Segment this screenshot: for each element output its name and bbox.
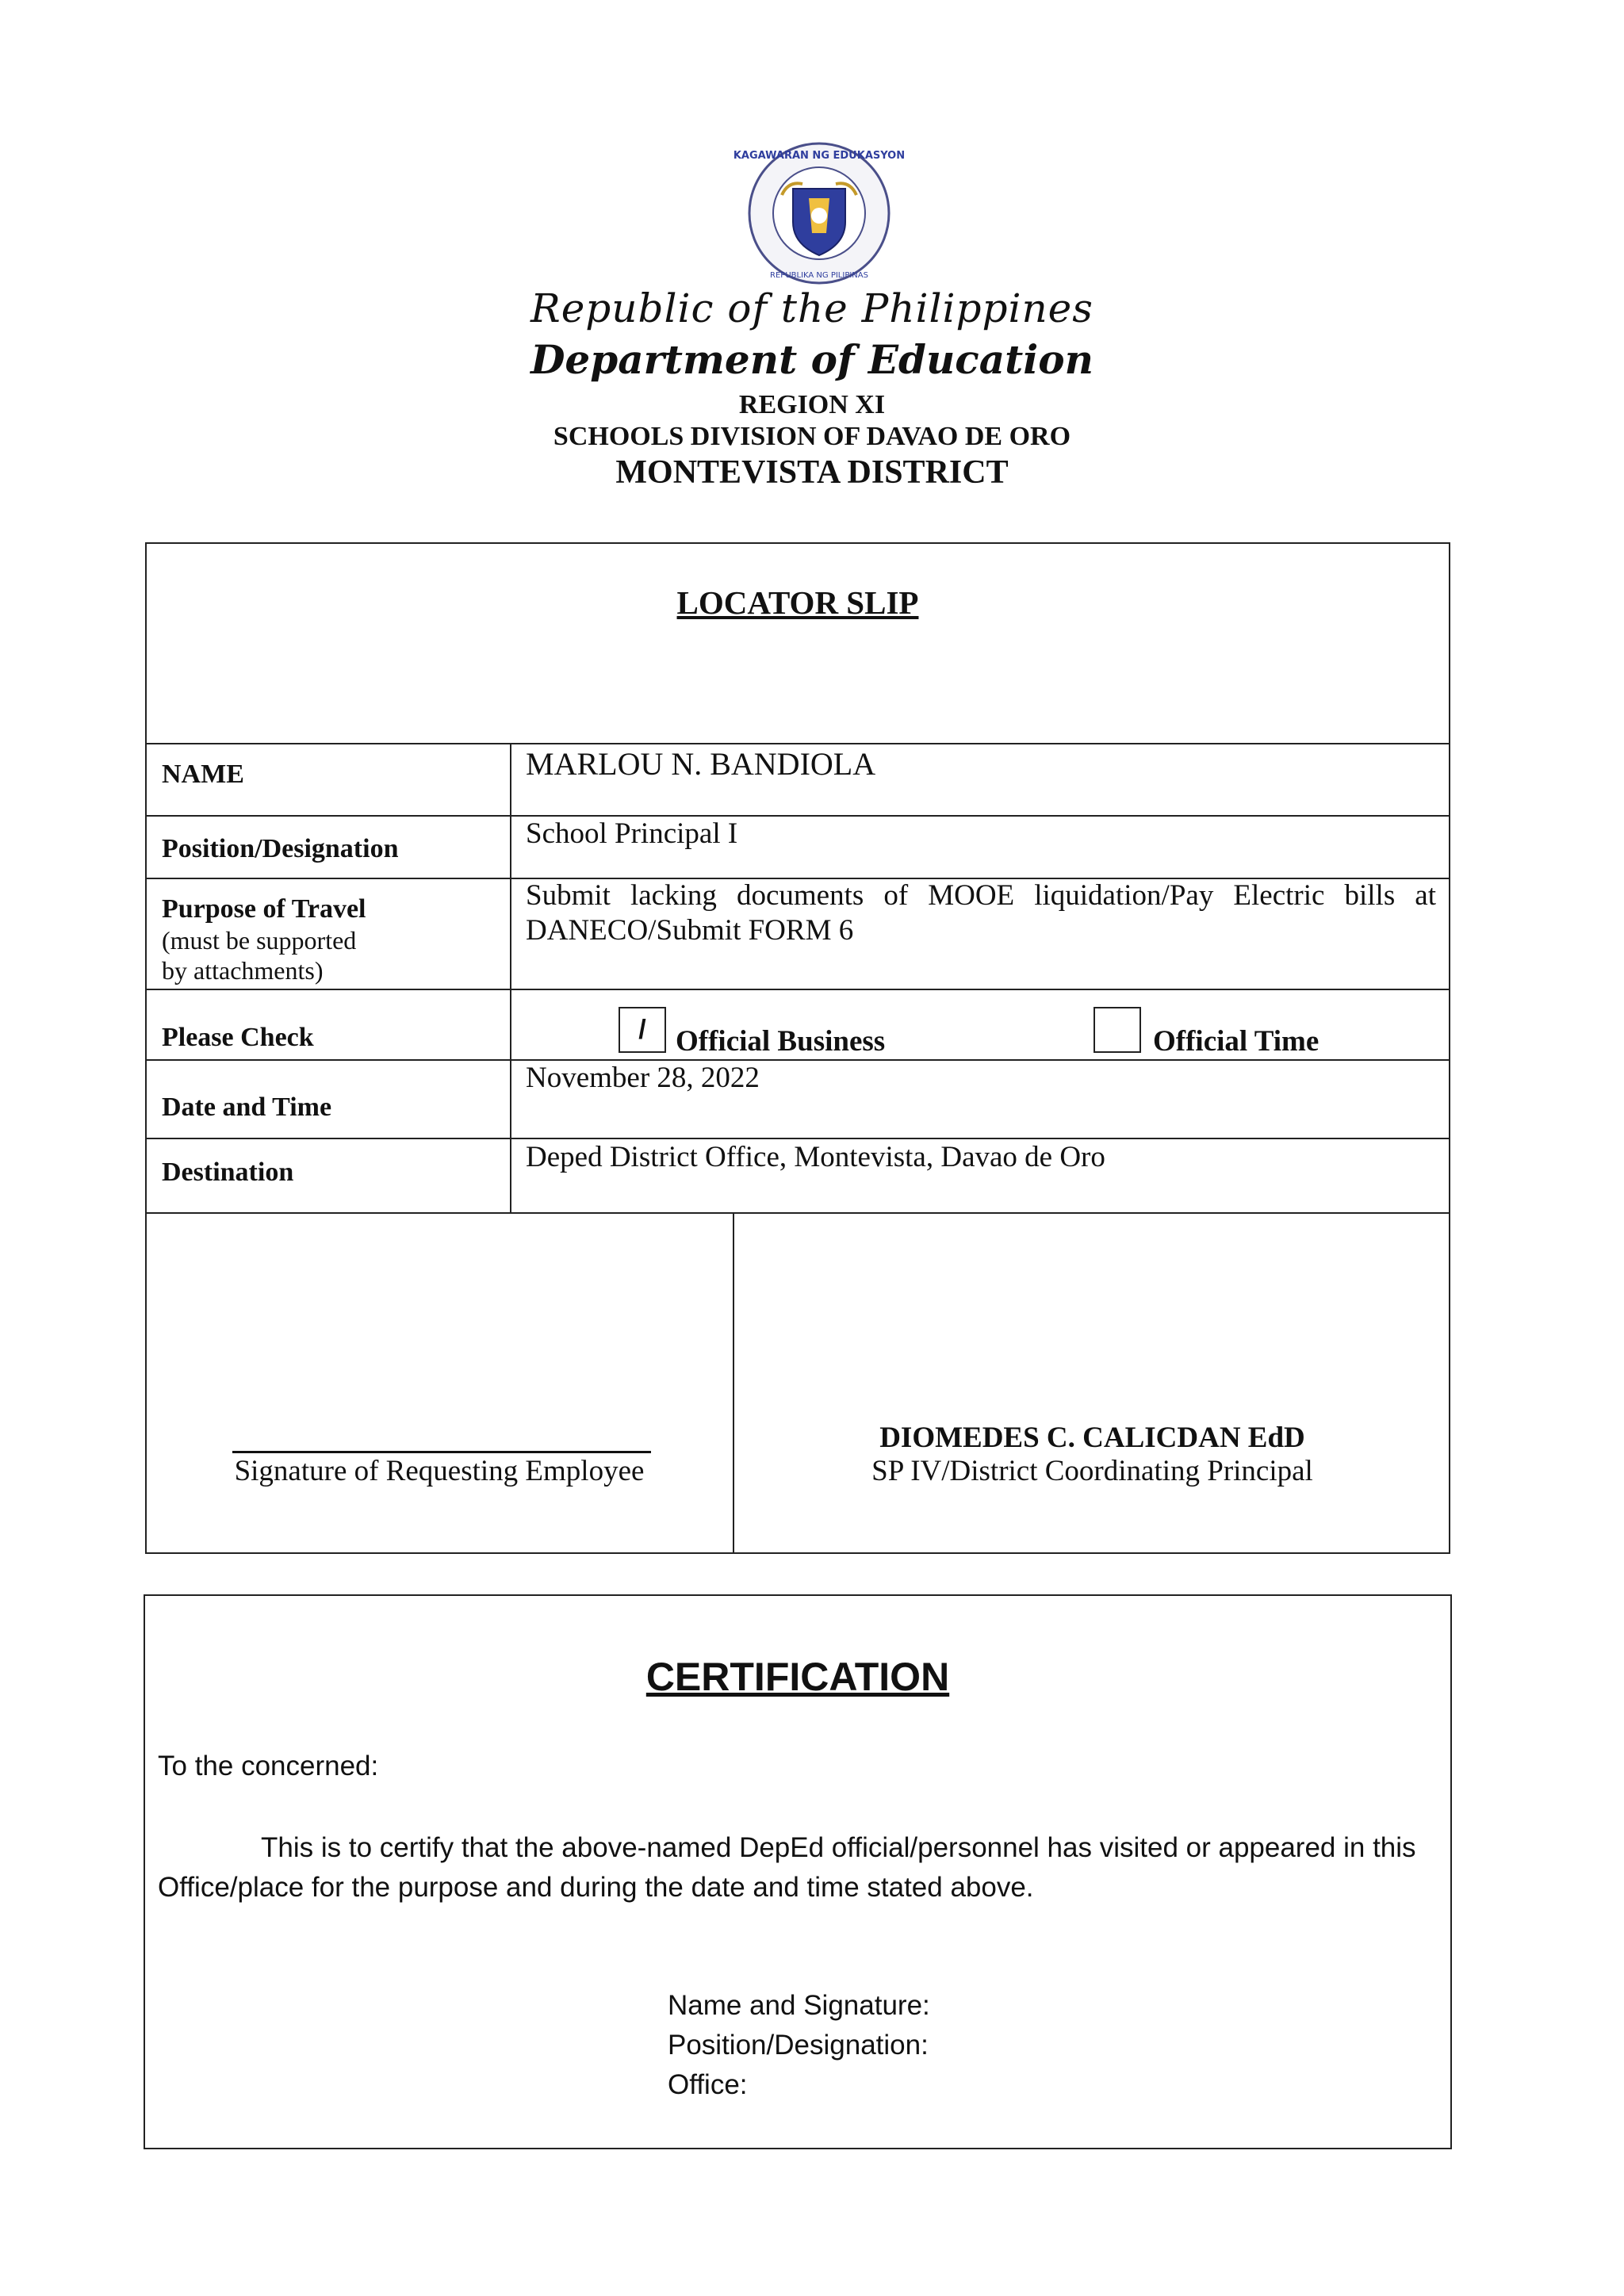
destination-value: Deped District Office, Montevista, Davao de Oro bbox=[526, 1141, 1105, 1173]
purpose-label: Purpose of Travel bbox=[162, 894, 366, 924]
please-check-label: Please Check bbox=[162, 1023, 314, 1052]
name-value: MARLOU N. BANDIOLA bbox=[526, 746, 876, 782]
purpose-note-line-2: by attachments) bbox=[162, 956, 324, 985]
cert-position-field: Position/Designation: bbox=[668, 2030, 929, 2061]
cert-name-signature-field: Name and Signature: bbox=[668, 1990, 930, 2021]
official-time-label: Official Time bbox=[1153, 1025, 1320, 1058]
signature-caption: Signature of Requesting Employee bbox=[234, 1455, 645, 1487]
row-divider bbox=[145, 1059, 1450, 1061]
svg-text:KAGAWARAN NG EDUKASYON: KAGAWARAN NG EDUKASYON bbox=[733, 150, 906, 162]
cert-office-field: Office: bbox=[668, 2069, 748, 2100]
column-divider bbox=[733, 1212, 734, 1554]
svg-text:REPUBLIKA NG PILIPINAS: REPUBLIKA NG PILIPINAS bbox=[770, 271, 868, 280]
certification-title: CERTIFICATION bbox=[645, 1655, 950, 1699]
name-label: NAME bbox=[162, 760, 244, 789]
locator-slip-title: LOCATOR SLIP bbox=[676, 584, 919, 621]
destination-label: Destination bbox=[162, 1158, 294, 1187]
official-business-checkbox[interactable]: / bbox=[619, 1007, 666, 1053]
official-time-checkbox[interactable] bbox=[1094, 1007, 1141, 1053]
date-time-value: November 28, 2022 bbox=[526, 1062, 760, 1094]
region-heading: REGION XI bbox=[738, 390, 886, 419]
official-business-label: Official Business bbox=[676, 1025, 886, 1058]
certification-greeting: To the concerned: bbox=[158, 1751, 379, 1781]
position-value: School Principal I bbox=[526, 817, 738, 850]
row-divider bbox=[145, 815, 1450, 817]
approver-title: SP IV/District Coordinating Principal bbox=[871, 1455, 1313, 1487]
row-divider bbox=[145, 989, 1450, 990]
district-heading: MONTEVISTA DISTRICT bbox=[615, 454, 1009, 491]
certification-body bbox=[158, 1828, 1427, 1908]
purpose-note-line-1: (must be supported bbox=[162, 926, 357, 955]
date-time-label: Date and Time bbox=[162, 1093, 332, 1122]
row-divider bbox=[145, 743, 1450, 744]
row-divider bbox=[145, 1212, 1450, 1214]
republic-heading: Republic of the Philippines bbox=[530, 285, 1094, 331]
approver-name: DIOMEDES C. CALICDAN EdD bbox=[879, 1422, 1305, 1454]
row-divider bbox=[145, 1138, 1450, 1139]
signature-line bbox=[232, 1451, 651, 1453]
deped-seal-logo bbox=[731, 140, 907, 287]
column-divider bbox=[510, 743, 511, 1212]
department-heading: Department of Education bbox=[530, 336, 1094, 383]
certification-body-text: This is to certify that the above-named DepEd official/personnel has visited or appeared in this Office/place for the purpose and during the date and time stated above. bbox=[158, 1832, 1416, 1903]
division-heading: SCHOOLS DIVISION OF DAVAO DE ORO bbox=[553, 422, 1071, 451]
purpose-value: Submit lacking documents of MOOE liquidation/Pay Electric bills at DANECO/Submit FORM 6 bbox=[526, 879, 1436, 947]
position-label: Position/Designation bbox=[162, 834, 399, 863]
